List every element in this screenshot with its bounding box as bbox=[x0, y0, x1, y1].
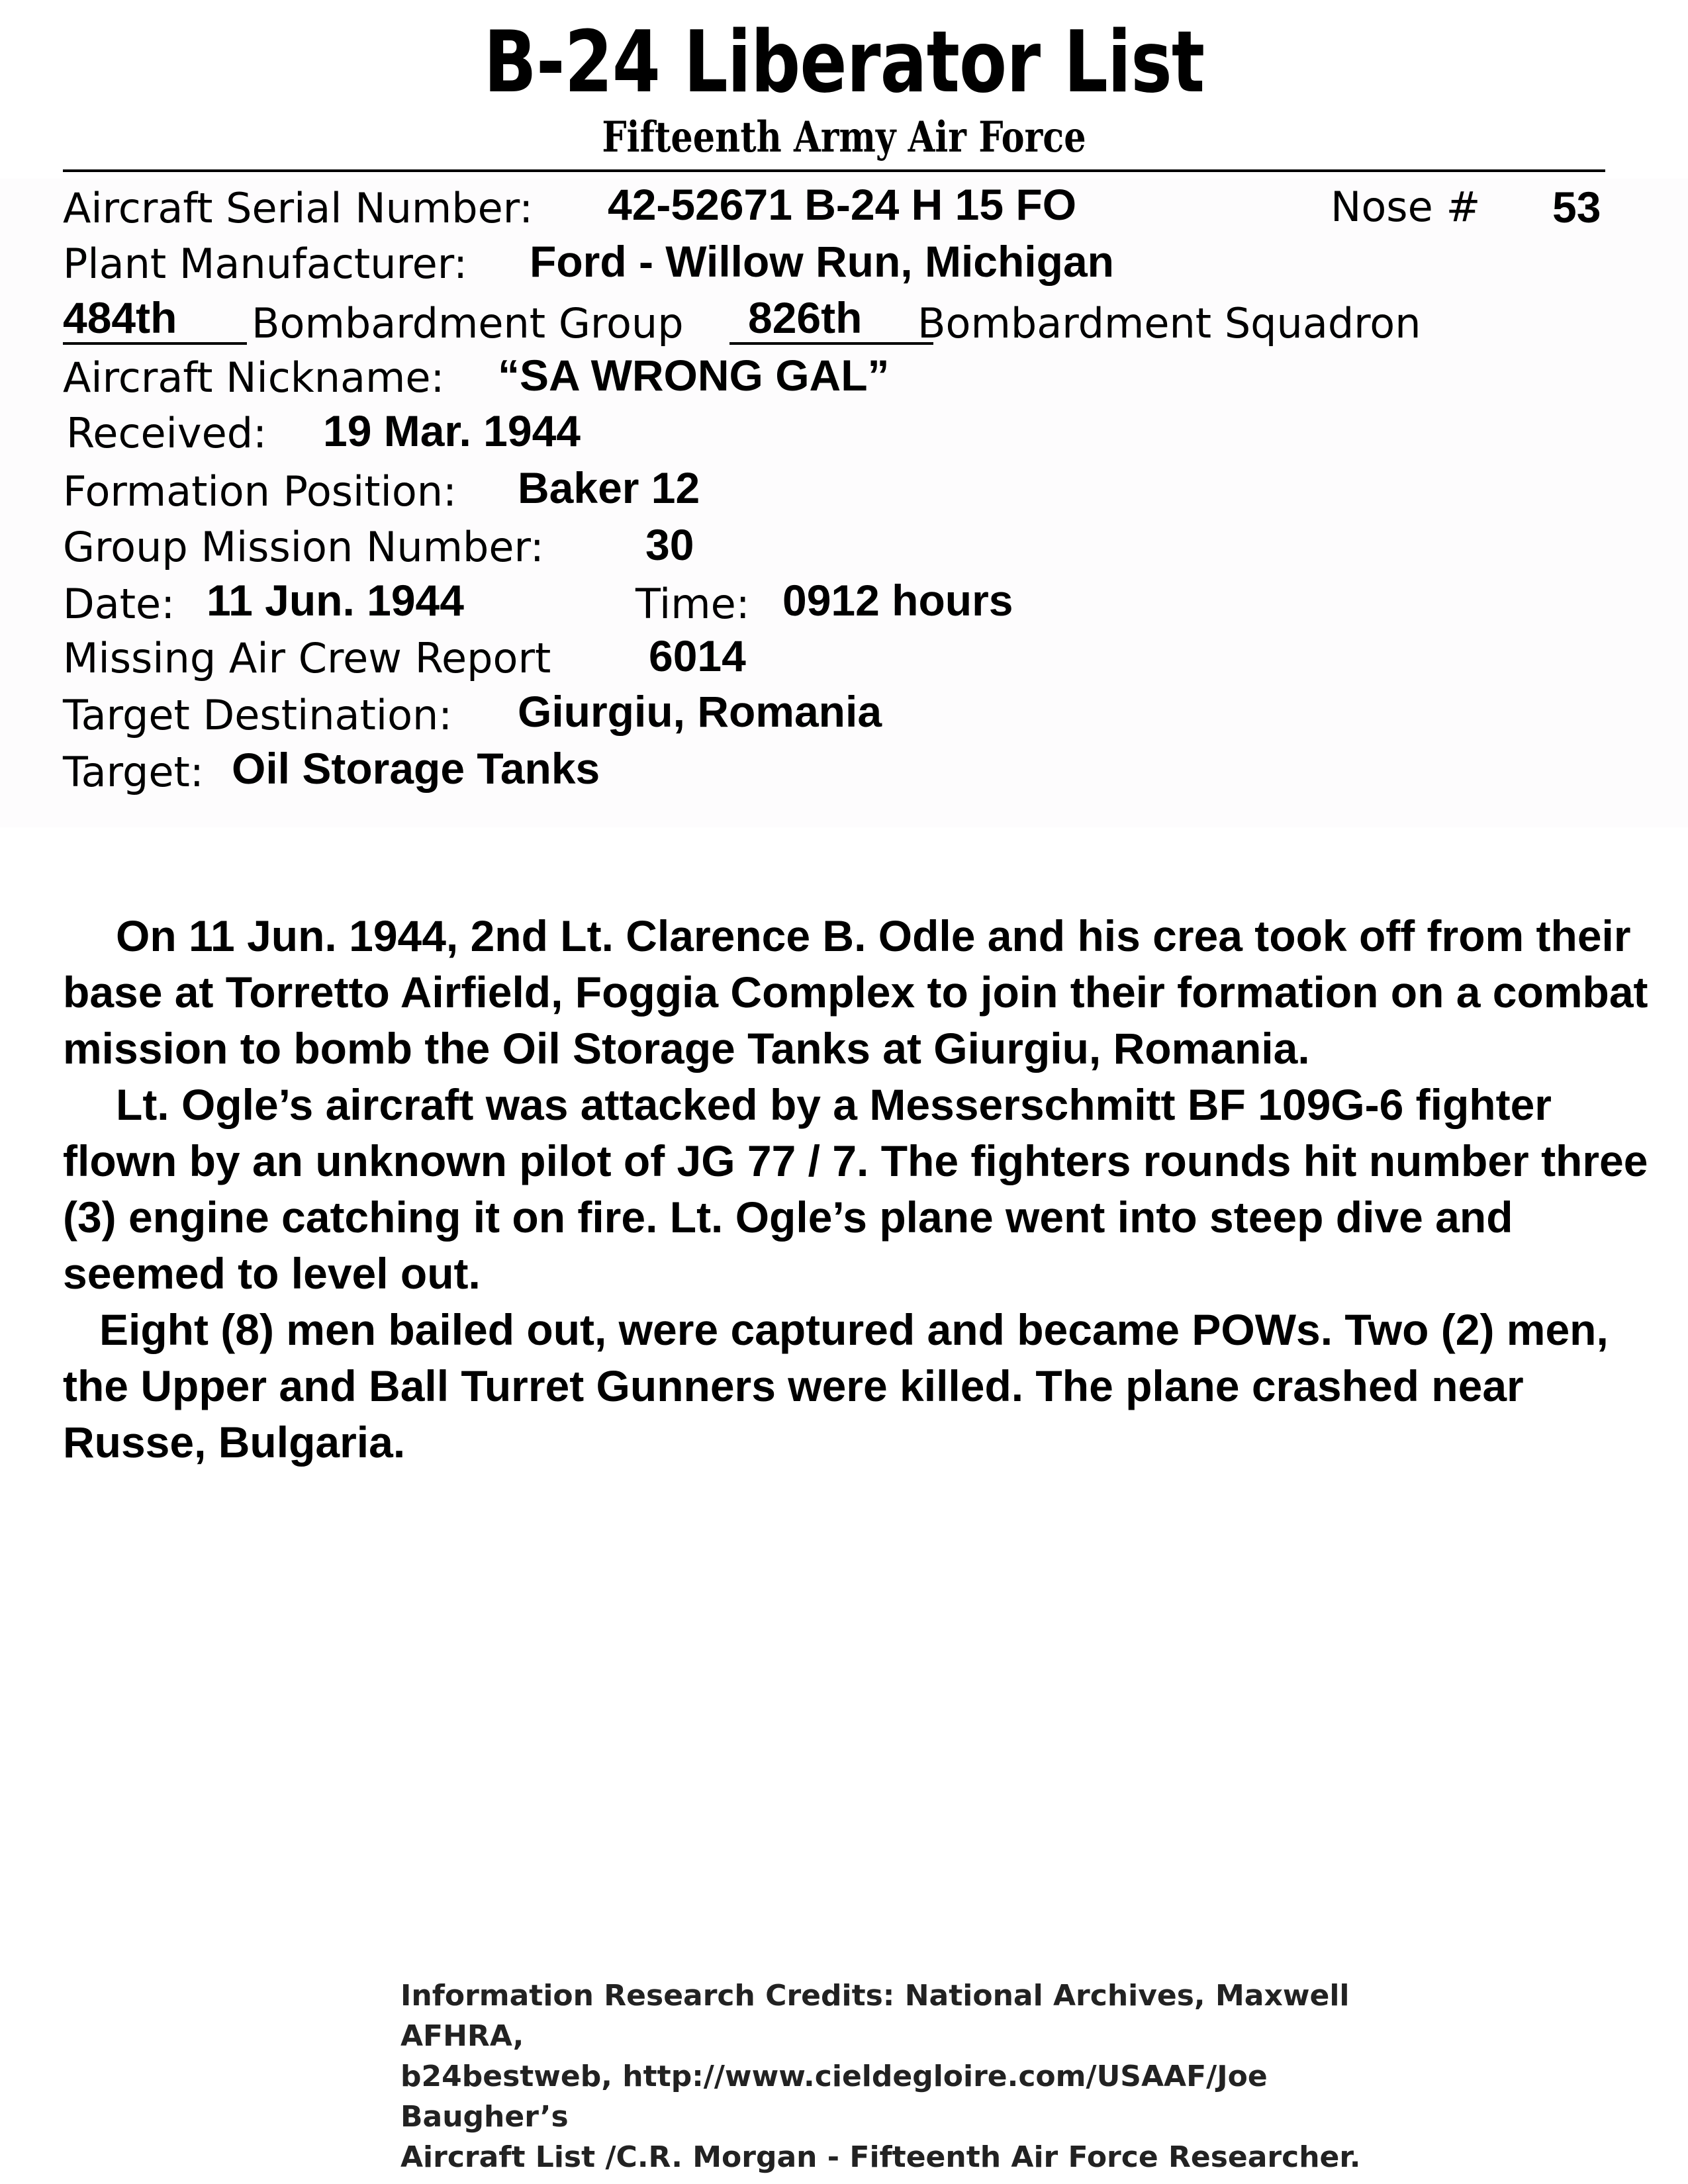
plant-value: Ford - Willow Run, Michigan bbox=[530, 237, 1114, 286]
group-label: Bombardment Group bbox=[252, 299, 684, 347]
formation-label: Formation Position: bbox=[63, 467, 457, 516]
header-divider bbox=[63, 169, 1605, 172]
mission-value: 30 bbox=[645, 520, 694, 569]
page-title: B-24 Liberator List bbox=[483, 13, 1205, 112]
received-value: 19 Mar. 1944 bbox=[323, 406, 581, 455]
group-value bbox=[63, 293, 247, 345]
nose-label: Nose # bbox=[1331, 183, 1481, 231]
serial-value: 42-52671 B-24 H 15 FO bbox=[608, 180, 1077, 229]
macr-label: Missing Air Crew Report bbox=[63, 634, 551, 682]
squadron-value-text: 826th bbox=[729, 293, 933, 345]
formation-value: Baker 12 bbox=[518, 463, 700, 512]
narrative-paragraph-3: Eight (8) men bailed out, were captured and became POWs. Two (2) men, the Upper and Ball Turret Gunners were killed. The plane crashed near Russe, Bulgaria. bbox=[63, 1305, 1609, 1467]
research-credits bbox=[400, 1976, 1393, 2177]
nose-value: 53 bbox=[1552, 183, 1601, 232]
narrative-paragraph-1: On 11 Jun. 1944, 2nd Lt. Clarence B. Odle and his crea took off from their base at Torretto Airfield, Foggia Complex to join their formation on a combat mission to bomb the Oil Storage Tanks at Giurgiu, Romania. bbox=[63, 911, 1648, 1073]
time-label: Time: bbox=[635, 580, 750, 628]
narrative bbox=[63, 908, 1652, 1471]
target-value: Oil Storage Tanks bbox=[232, 744, 600, 793]
serial-label: Aircraft Serial Number: bbox=[63, 184, 534, 232]
page-subtitle: Fifteenth Army Air Force bbox=[602, 113, 1086, 162]
mission-label: Group Mission Number: bbox=[63, 523, 544, 571]
destination-value: Giurgiu, Romania bbox=[518, 687, 882, 736]
time-value: 0912 hours bbox=[782, 576, 1013, 625]
date-value: 11 Jun. 1944 bbox=[207, 576, 464, 625]
credits-line-3: Aircraft List /C.R. Morgan - Fifteenth Air Force Researcher. bbox=[400, 2140, 1361, 2174]
date-label: Date: bbox=[63, 580, 175, 628]
nickname-value: “SA WRONG GAL” bbox=[498, 351, 890, 400]
narrative-paragraph-2: Lt. Ogle’s aircraft was attacked by a Messerschmitt BF 109G-6 fighter flown by an unknown pilot of JG 77 / 7. The fighters rounds hit number three (3) engine catching it on fire. Lt. Ogle’s plane went into steep dive and seemed to level out. bbox=[63, 1080, 1648, 1298]
target-label: Target: bbox=[63, 748, 204, 796]
plant-label: Plant Manufacturer: bbox=[63, 240, 468, 288]
credits-line-2: b24bestweb, http://www.cieldegloire.com/USAAF/Joe Baugher’s bbox=[400, 2060, 1268, 2134]
destination-label: Target Destination: bbox=[63, 691, 453, 739]
group-value-text: 484th bbox=[63, 293, 247, 345]
nickname-label: Aircraft Nickname: bbox=[63, 353, 445, 402]
credits-line-1: Information Research Credits: National Archives, Maxwell AFHRA, bbox=[400, 1979, 1350, 2053]
squadron-label: Bombardment Squadron bbox=[917, 299, 1421, 347]
received-label: Received: bbox=[66, 409, 267, 457]
macr-value: 6014 bbox=[649, 631, 746, 680]
squadron-value bbox=[729, 293, 933, 345]
